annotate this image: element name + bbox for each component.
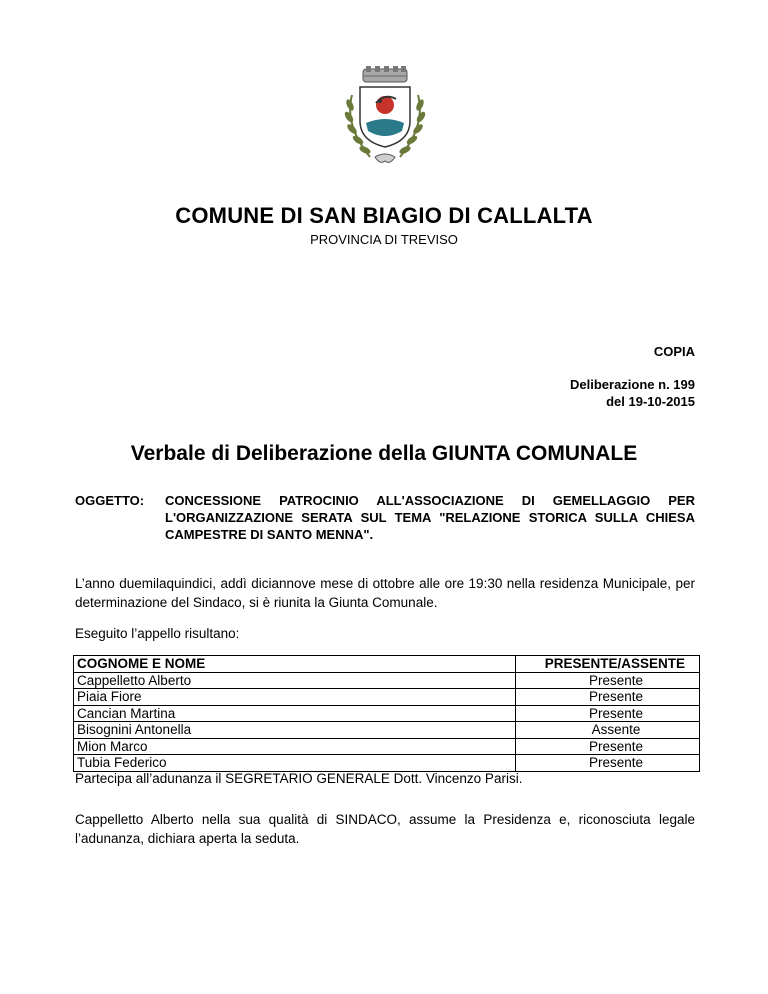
- member-name: Bisognini Antonella: [74, 722, 516, 739]
- comune-title: COMUNE DI SAN BIAGIO DI CALLALTA: [175, 203, 593, 228]
- table-row: [74, 689, 700, 706]
- table-row: [74, 705, 700, 722]
- member-status: Presente: [516, 705, 700, 722]
- member-status: Presente: [516, 672, 700, 689]
- intro-paragraph: L’anno duemilaquindici, addì diciannove mese di ottobre alle ore 19:30 nella residenza Municipale, per determinazione del Sindaco, si è riunita la Giunta Comunale.: [75, 576, 695, 610]
- municipal-crest-icon: [330, 65, 440, 175]
- deliberazione-date: del 19-10-2015: [606, 394, 695, 409]
- table-row: [74, 672, 700, 689]
- member-status: Presente: [516, 689, 700, 706]
- member-status: Assente: [516, 722, 700, 739]
- table-header-row: [74, 656, 700, 673]
- table-row: [74, 755, 700, 772]
- copia-label: COPIA: [653, 344, 695, 359]
- chiusura-paragraph: Cappelletto Alberto nella sua qualità di SINDACO, assume la Presidenza e, riconosciuta legale l’adunanza, dichiara aperta la seduta.: [75, 812, 695, 846]
- oggetto-section: [75, 492, 695, 543]
- member-name: Mion Marco: [74, 738, 516, 755]
- oggetto-text: CONCESSIONE PATROCINIO ALL'ASSOCIAZIONE DI GEMELLAGGIO PER L'ORGANIZZAZIONE SERATA SUL TEMA "RELAZIONE STORICA SULLA CHIESA CAMPESTRE DI SANTO MENNA".: [165, 493, 695, 542]
- member-status: Presente: [516, 738, 700, 755]
- deliberazione-number: Deliberazione n. 199: [570, 377, 695, 392]
- appello-paragraph: Eseguito l’appello risultano:: [75, 626, 240, 641]
- member-status: Presente: [516, 755, 700, 772]
- attendance-table: [73, 655, 700, 772]
- member-name: Cancian Martina: [74, 705, 516, 722]
- provincia-subtitle: PROVINCIA DI TREVISO: [310, 232, 458, 247]
- oggetto-label: OGGETTO:: [75, 493, 145, 508]
- partecipa-line: Partecipa all’adunanza il SEGRETARIO GENERALE Dott. Vincenzo Parisi.: [75, 771, 523, 786]
- member-name: Cappelletto Alberto: [74, 672, 516, 689]
- header-status: PRESENTE/ASSENTE: [516, 656, 700, 673]
- table-row: [74, 738, 700, 755]
- deliberazione-block: [570, 376, 695, 410]
- document-title: Verbale di Deliberazione della GIUNTA COMUNALE: [130, 442, 638, 465]
- member-name: Piaia Fiore: [74, 689, 516, 706]
- header-name: COGNOME E NOME: [74, 656, 516, 673]
- table-row: [74, 722, 700, 739]
- member-name: Tubia Federico: [74, 755, 516, 772]
